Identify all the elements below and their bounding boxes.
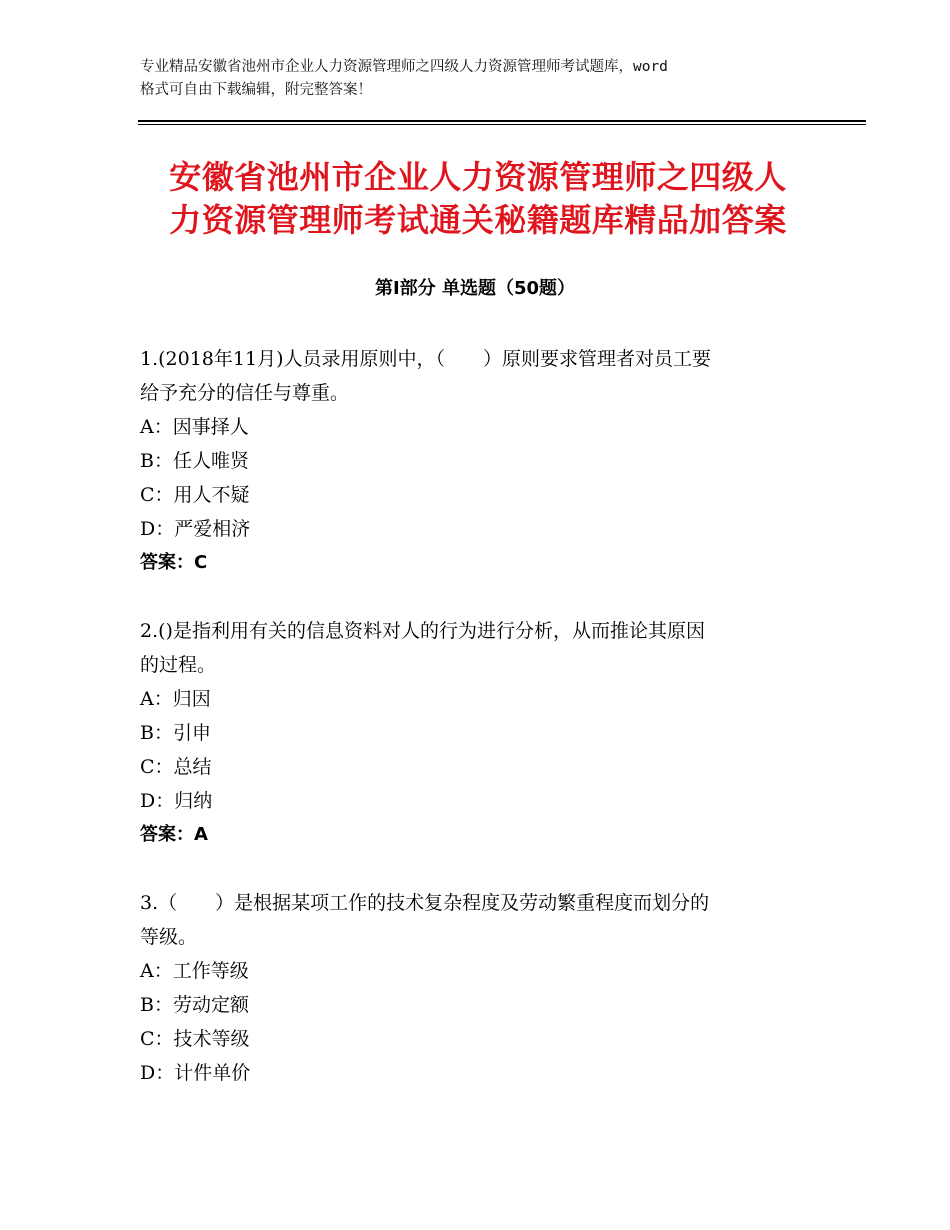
document-title [120,156,836,242]
title-line-2: 力资源管理师考试通关秘籍题库精品加答案 [169,201,787,239]
option-c: C：技术等级 [140,1028,250,1050]
question-stem-line-2: 给予充分的信任与尊重。 [140,382,350,404]
question-stem-line-1: 2.()是指利用有关的信息资料对人的行为进行分析，从而推论其原因 [140,620,705,642]
option-b: B：任人唯贤 [140,450,249,472]
option-d: D：计件单价 [140,1062,251,1084]
header-divider-thick [138,120,866,122]
header-line-1: 专业精品安徽省池州市企业人力资源管理师之四级人力资源管理师考试题库，word [140,59,668,75]
option-a: A：工作等级 [140,960,249,982]
question-stem-line-1: 1.(2018年11月)人员录用原则中，（ ）原则要求管理者对员工要 [140,348,711,370]
option-a: A：因事择人 [140,416,249,438]
option-b: B：劳动定额 [140,994,249,1016]
question-2 [140,614,820,852]
answer: 答案：C [140,552,208,573]
header-divider-thin [138,124,866,125]
option-c: C：总结 [140,756,212,778]
option-c: C：用人不疑 [140,484,250,506]
document-header [140,56,820,102]
question-1 [140,342,820,580]
header-line-2: 格式可自由下载编辑，附完整答案！ [140,82,372,98]
question-stem-line-2: 的过程。 [140,654,217,676]
answer: 答案：A [140,824,208,845]
option-d: D：严爱相济 [140,518,251,540]
option-a: A：归因 [140,688,211,710]
option-b: B：引申 [140,722,211,744]
question-stem-line-1: 3.（ ）是根据某项工作的技术复杂程度及劳动繁重程度而划分的 [140,892,710,914]
question-stem-line-2: 等级。 [140,926,198,948]
question-3 [140,886,820,1090]
section-heading: 第Ⅰ部分 单选题（50题） [374,278,575,299]
title-line-1: 安徽省池州市企业人力资源管理师之四级人 [169,158,787,196]
option-d: D：归纳 [140,790,213,812]
question-list [140,342,820,1124]
